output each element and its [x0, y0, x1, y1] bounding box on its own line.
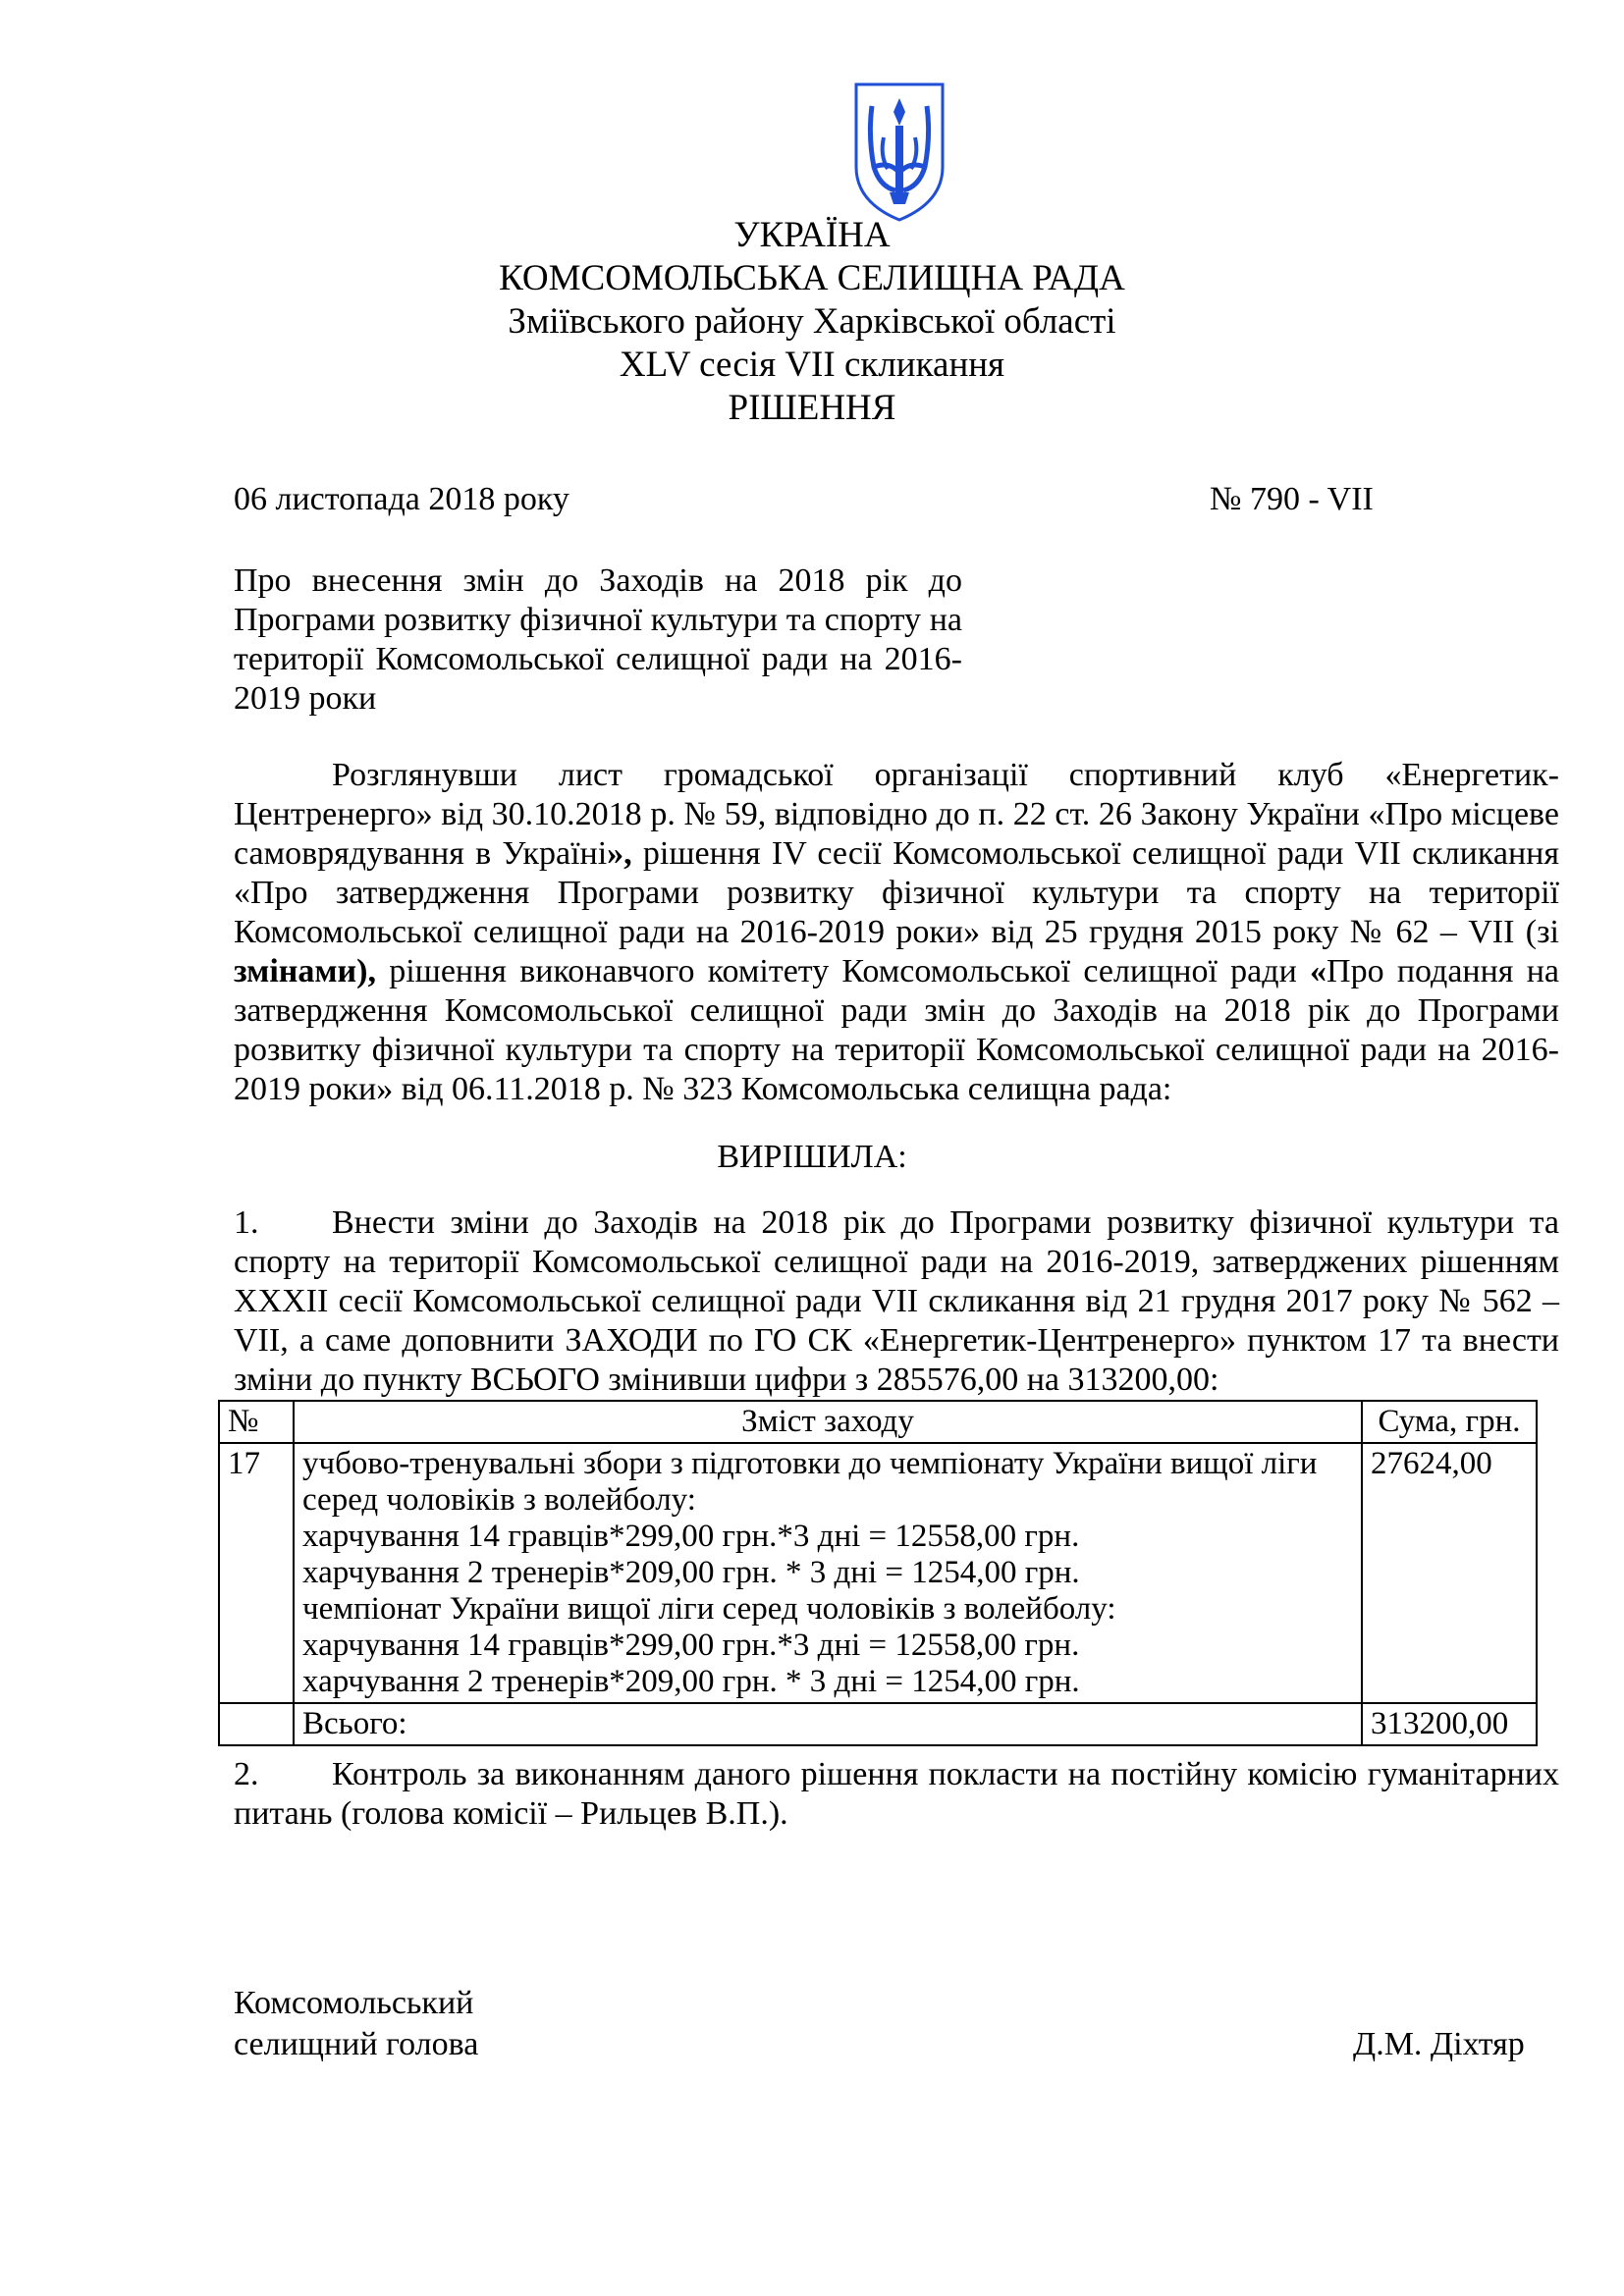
- row-line: учбово-тренувальні збори з підготовки до чемпіонату України вищої ліги серед чоловіків з волейболу:: [302, 1446, 1318, 1518]
- total-sum: 313200,00: [1362, 1703, 1537, 1745]
- preamble: [234, 756, 1559, 1109]
- table-header-row: [219, 1401, 1537, 1443]
- row-content: [294, 1443, 1362, 1703]
- decided-heading: ВИРІШИЛА:: [717, 1139, 907, 1175]
- row-number: 17: [219, 1443, 294, 1703]
- row-line: чемпіонат України вищої ліги серед чоловіків з волейболу:: [302, 1591, 1116, 1627]
- country-name: УКРАЇНА: [733, 215, 891, 255]
- row-sum: 27624,00: [1362, 1443, 1537, 1703]
- column-header-content: Зміст заходу: [294, 1401, 1362, 1443]
- decision-number: № 790 - VII: [1210, 481, 1374, 517]
- item-2-text: Контроль за виконанням даного рішення покласти на постійну комісію гуманітарних питань (голова комісії – Рильцев В.П.).: [234, 1756, 1559, 1832]
- column-header-sum: Сума, грн.: [1362, 1401, 1537, 1443]
- coat-of-arms-icon: [850, 77, 948, 224]
- signature-title-line-2: селищний голова: [234, 2026, 479, 2062]
- signature-title-line-1: Комсомольський: [234, 1985, 474, 2021]
- preamble-bold-1: »,: [607, 835, 632, 872]
- total-label: Всього:: [294, 1703, 1362, 1745]
- item-2-number: 2.: [234, 1756, 259, 1792]
- row-line: харчування 2 тренерів*209,00 грн. * 3 дні = 1254,00 грн.: [302, 1555, 1080, 1590]
- total-number-cell: [219, 1703, 294, 1745]
- council-name: КОМСОМОЛЬСЬКА СЕЛИЩНА РАДА: [499, 258, 1125, 298]
- preamble-text-3: рішення виконавчого комітету Комсомольської селищної ради: [375, 953, 1311, 989]
- preamble-text-1: Розглянувши лист громадської організації спортивний клуб «Енергетик-Центренерго» від 30.10.2018 р. № 59, відповідно до п. 22 ст. 26 Закону України «Про місцеве самоврядування в Україні: [234, 757, 1559, 872]
- district-name: Зміївського району Харківської області: [508, 301, 1116, 342]
- decision-subject: Про внесення змін до Заходів на 2018 рік до Програми розвитку фізичної культури та спорту на території Комсомольської селищної ради на 2016-2019 роки: [234, 562, 962, 717]
- column-header-number: №: [219, 1401, 294, 1443]
- document-type: РІШЕННЯ: [728, 388, 896, 428]
- row-line: харчування 2 тренерів*209,00 грн. * 3 дні = 1254,00 грн.: [302, 1664, 1080, 1699]
- item-1-text: Внести зміни до Заходів на 2018 рік до Програми розвитку фізичної культури та спорту на території Комсомольської селищної ради на 2016-2019, затверджених рішенням XXXII сесії Комсомольської селищної ради VII скликання від 21 грудня 2017 року № 562 – VII, а саме доповнити ЗАХОДИ по ГО СК «Енергетик-Центренерго» пунктом 17 та внести зміни до пункту ВСЬОГО змінивши цифри з 285576,00 на 313200,00:: [234, 1204, 1559, 1398]
- measures-table: [218, 1400, 1538, 1746]
- preamble-text-4: Про подання на затвердження Комсомольської селищної ради змін до Заходів на 2018 рік до Програми розвитку фізичної культури та спорту на території Комсомольської селищної ради на 2016-2019 роки» від 06.11.2018 р. № 323 Комсомольська селищна рада:: [234, 953, 1559, 1107]
- row-line: харчування 14 гравців*299,00 грн.*3 дні = 12558,00 грн.: [302, 1519, 1080, 1554]
- session-name: XLV сесія VII скликання: [619, 345, 1005, 385]
- preamble-bold-3: «: [1310, 953, 1327, 989]
- table-total-row: [219, 1703, 1537, 1745]
- decision-date: 06 листопада 2018 року: [234, 481, 569, 517]
- table-row: [219, 1443, 1537, 1703]
- preamble-text-2: рішення IV сесії Комсомольської селищної ради VII скликання «Про затвердження Програми розвитку фізичної культури та спорту на території Комсомольської селищної ради на 2016-2019 роки» від 25 грудня 2015 року № 62 – VII (зі: [234, 835, 1559, 950]
- item-1-number: 1.: [234, 1204, 259, 1241]
- signatory-name: Д.М. Діхтяр: [1353, 2026, 1525, 2062]
- row-line: харчування 14 гравців*299,00 грн.*3 дні = 12558,00 грн.: [302, 1628, 1080, 1663]
- item-2: [234, 1755, 1559, 1834]
- item-1: [234, 1203, 1559, 1400]
- preamble-bold-2: змінами),: [234, 953, 376, 989]
